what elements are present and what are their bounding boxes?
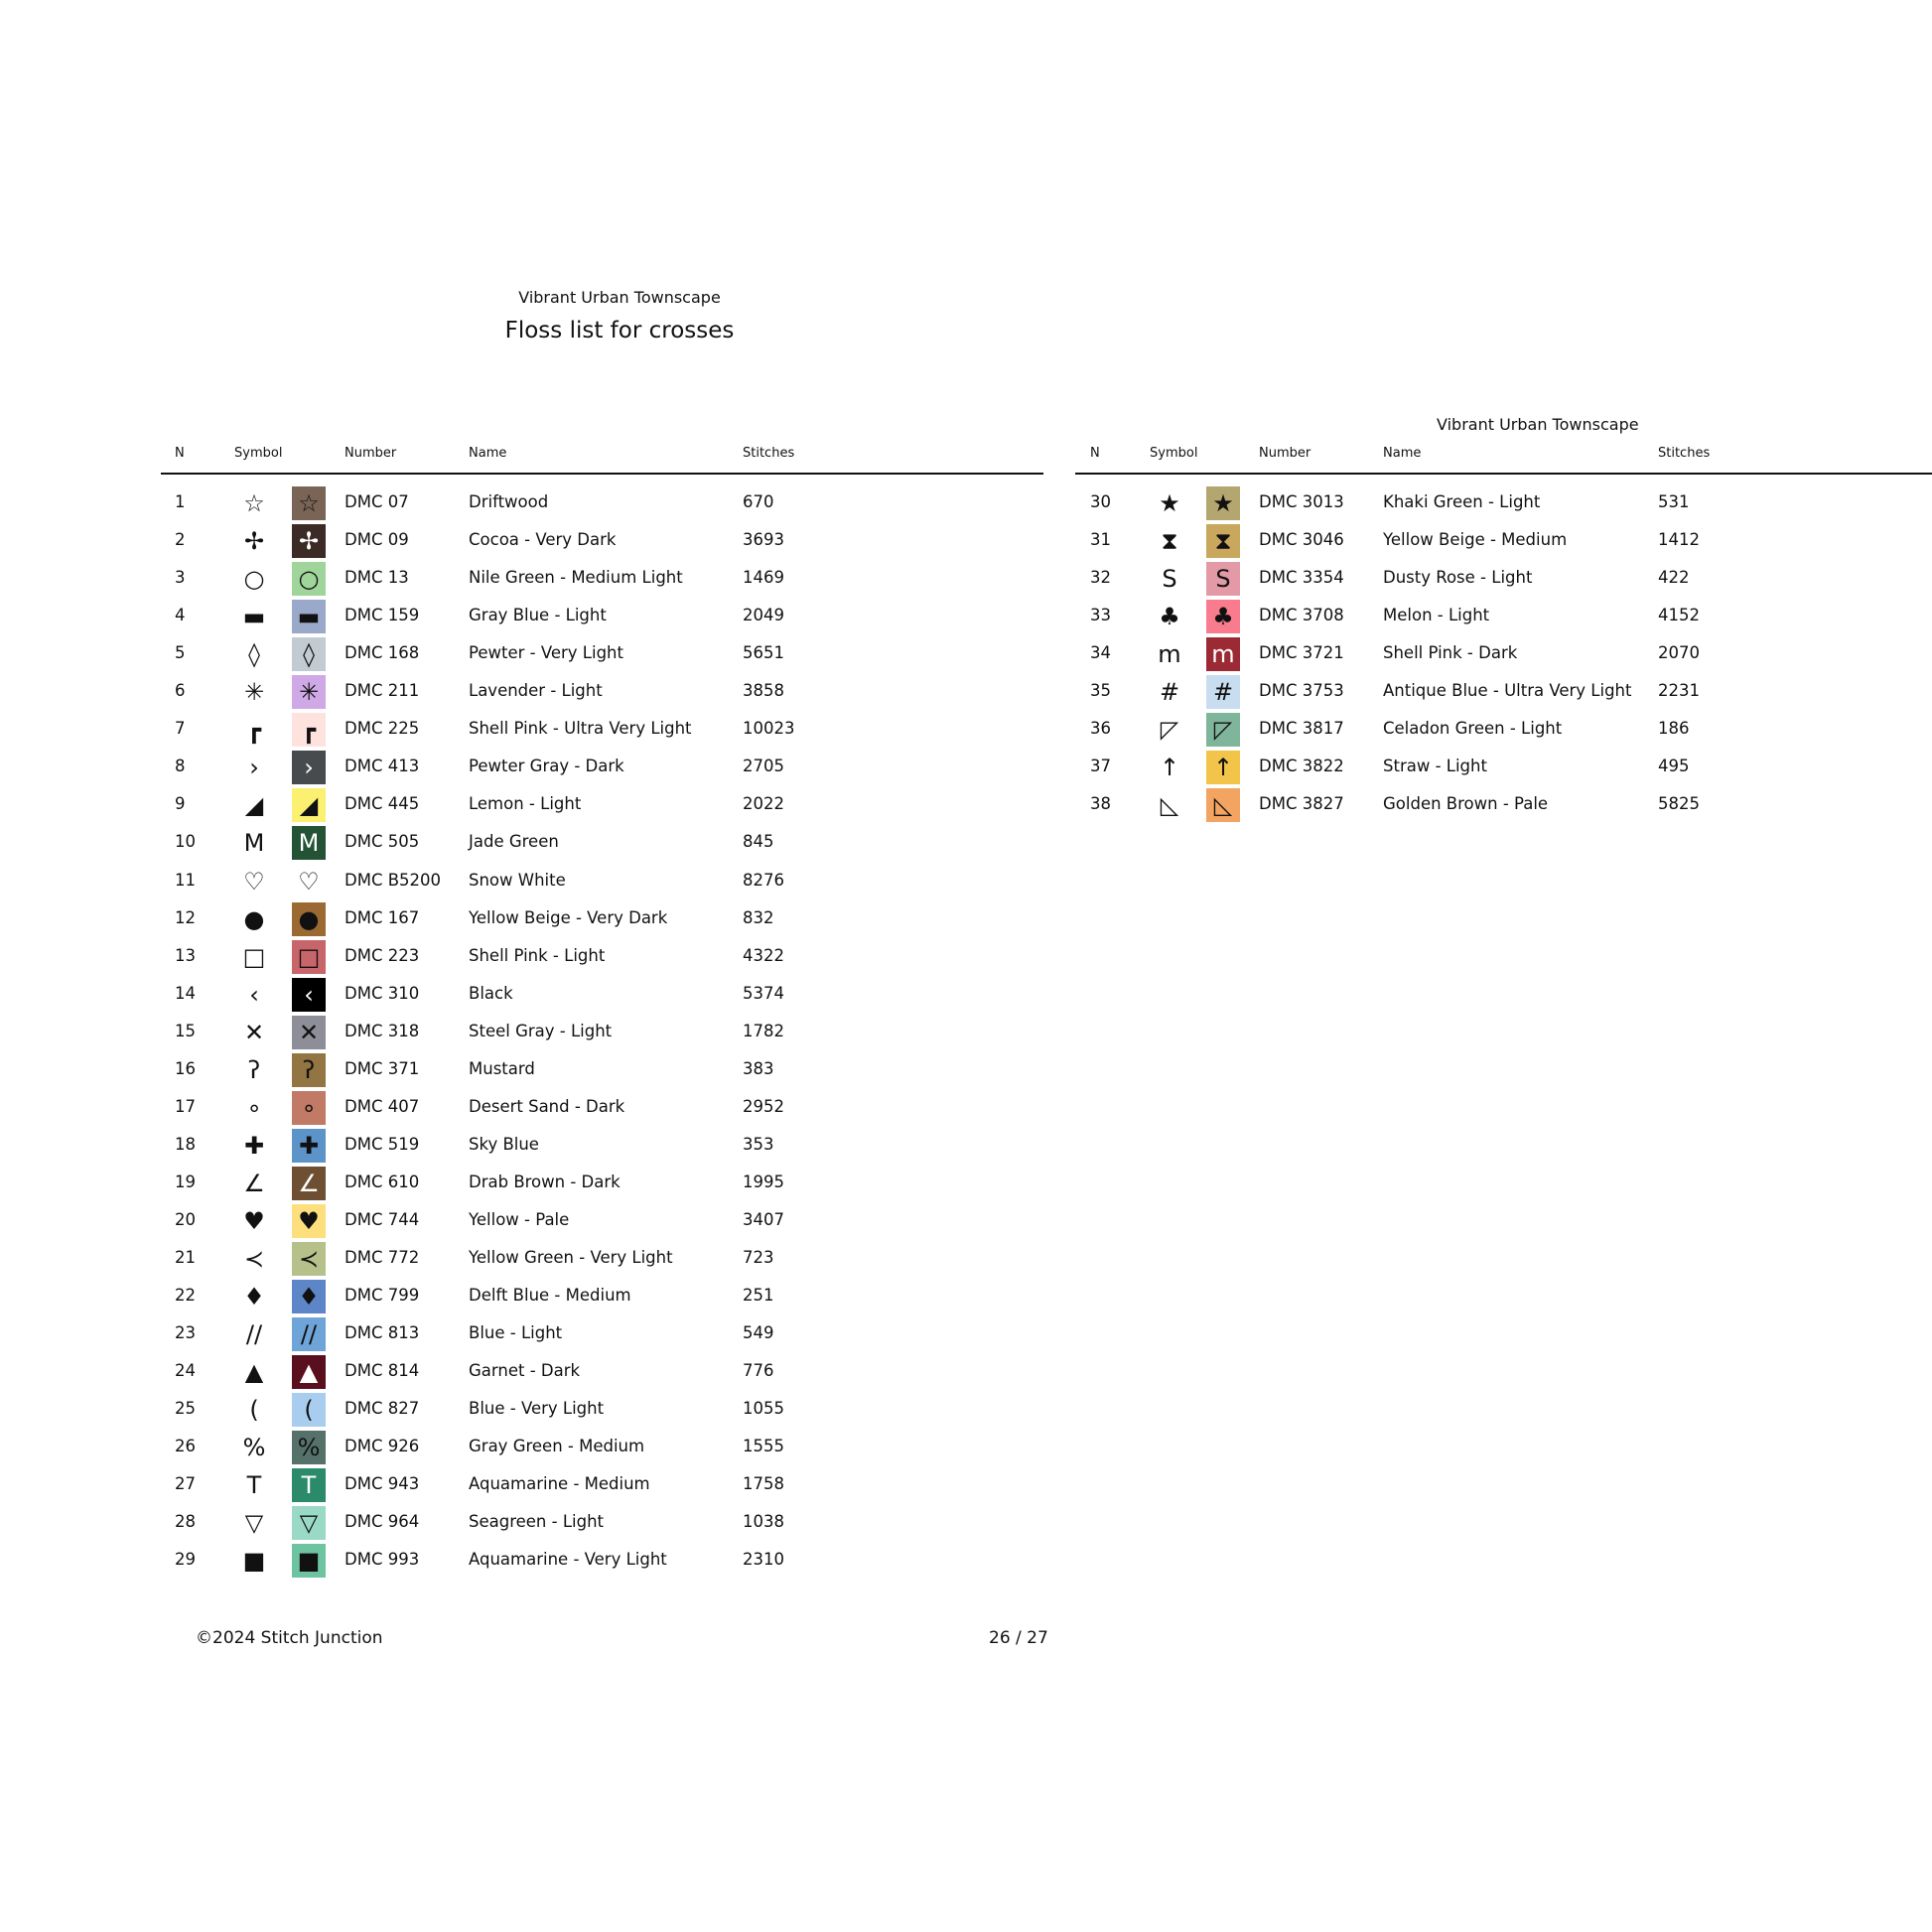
row-number: 37	[1090, 757, 1111, 775]
row-number: 6	[175, 681, 186, 700]
stitch-count: 5825	[1658, 794, 1700, 813]
symbol-icon: ◊	[248, 640, 260, 668]
row-number: 9	[175, 794, 186, 813]
floss-name: Blue - Very Light	[469, 1399, 605, 1418]
floss-name: Nile Green - Medium Light	[469, 568, 683, 587]
floss-number: DMC 3013	[1259, 492, 1344, 511]
floss-name: Pewter - Very Light	[469, 643, 623, 662]
row-number: 19	[175, 1173, 196, 1191]
symbol-icon: ☆	[243, 489, 265, 517]
row-number: 15	[175, 1022, 196, 1040]
page-title: Floss list for crosses	[504, 318, 735, 344]
floss-number: DMC 505	[345, 832, 420, 851]
floss-number: DMC 318	[345, 1022, 420, 1040]
symbol-icon: ┏	[246, 716, 262, 744]
stitch-count: 422	[1658, 568, 1690, 587]
row-number: 8	[175, 757, 186, 775]
row-number: 28	[175, 1512, 196, 1531]
right-table-project-title: Vibrant Urban Townscape	[1437, 415, 1639, 434]
floss-name: Shell Pink - Dark	[1383, 643, 1518, 662]
stitch-count: 353	[743, 1135, 774, 1154]
row-number: 38	[1090, 794, 1111, 813]
page-number: 26 / 27	[989, 1628, 1048, 1648]
symbol-icon: (	[249, 1396, 259, 1424]
color-swatch: ▲	[292, 1355, 326, 1389]
floss-name: Aquamarine - Medium	[469, 1474, 650, 1493]
floss-number: DMC 610	[345, 1173, 420, 1191]
color-swatch: ♣	[1206, 600, 1240, 633]
row-number: 1	[175, 492, 186, 511]
symbol-icon: ◸	[1160, 716, 1179, 744]
symbol-icon: □	[242, 943, 266, 971]
floss-name: Garnet - Dark	[469, 1361, 581, 1380]
color-swatch: ♥	[292, 1204, 326, 1238]
symbol-icon: ▽	[244, 1509, 264, 1537]
color-swatch: ∠	[292, 1167, 326, 1200]
color-swatch: //	[292, 1317, 326, 1351]
symbol-icon: T	[246, 1471, 262, 1499]
floss-name: Antique Blue - Ultra Very Light	[1383, 681, 1632, 700]
color-swatch: ┏	[292, 713, 326, 747]
color-swatch: ◸	[1206, 713, 1240, 747]
stitch-count: 1469	[743, 568, 784, 587]
color-swatch: ♦	[292, 1280, 326, 1313]
floss-name: Steel Gray - Light	[469, 1022, 613, 1040]
col-header-n: N	[175, 446, 185, 461]
floss-number: DMC B5200	[345, 871, 442, 890]
floss-name: Lavender - Light	[469, 681, 603, 700]
color-swatch: ≺	[292, 1242, 326, 1276]
col-header-symbol: Symbol	[1150, 446, 1198, 461]
stitch-count: 1995	[743, 1173, 784, 1191]
floss-name: Shell Pink - Ultra Very Light	[469, 719, 692, 738]
color-swatch: ■	[292, 1544, 326, 1578]
floss-name: Gray Green - Medium	[469, 1437, 645, 1455]
symbol-icon: ✢	[243, 527, 265, 555]
floss-number: DMC 445	[345, 794, 420, 813]
col-header-symbol: Symbol	[234, 446, 283, 461]
row-number: 30	[1090, 492, 1111, 511]
row-number: 12	[175, 908, 196, 927]
symbol-icon: ✚	[243, 1132, 265, 1160]
stitch-count: 1782	[743, 1022, 784, 1040]
color-swatch: ✚	[292, 1129, 326, 1163]
color-swatch: ∘	[292, 1091, 326, 1125]
symbol-icon: ∘	[246, 1094, 262, 1122]
color-swatch: ◊	[292, 637, 326, 671]
symbol-icon: #	[1159, 678, 1180, 706]
row-number: 10	[175, 832, 196, 851]
color-swatch: ◺	[1206, 788, 1240, 822]
floss-name: Celadon Green - Light	[1383, 719, 1563, 738]
color-swatch: T	[292, 1468, 326, 1502]
floss-number: DMC 310	[345, 984, 420, 1003]
symbol-icon: ‹	[249, 981, 259, 1009]
row-number: 26	[175, 1437, 196, 1455]
floss-number: DMC 223	[345, 946, 420, 965]
color-swatch: #	[1206, 675, 1240, 709]
floss-name: Desert Sand - Dark	[469, 1097, 625, 1116]
floss-name: Mustard	[469, 1059, 535, 1078]
floss-name: Straw - Light	[1383, 757, 1487, 775]
symbol-icon: ▲	[244, 1358, 264, 1386]
stitch-count: 4322	[743, 946, 784, 965]
color-swatch: ☆	[292, 486, 326, 520]
row-number: 13	[175, 946, 196, 965]
symbol-icon: ◺	[1160, 791, 1179, 819]
row-number: 21	[175, 1248, 196, 1267]
col-header-number: Number	[345, 446, 397, 461]
symbol-icon: %	[242, 1434, 266, 1461]
floss-name: Lemon - Light	[469, 794, 582, 813]
stitch-count: 1038	[743, 1512, 784, 1531]
symbol-icon: ■	[242, 1547, 266, 1575]
stitch-count: 2022	[743, 794, 784, 813]
symbol-icon: ●	[243, 905, 265, 933]
row-number: 2	[175, 530, 186, 549]
stitch-count: 1555	[743, 1437, 784, 1455]
stitch-count: 5651	[743, 643, 784, 662]
floss-number: DMC 211	[345, 681, 420, 700]
stitch-count: 1055	[743, 1399, 784, 1418]
header-rule	[161, 473, 1043, 475]
row-number: 33	[1090, 606, 1111, 624]
symbol-icon: m	[1158, 640, 1181, 668]
symbol-icon: ∠	[243, 1170, 265, 1197]
color-swatch: ✳	[292, 675, 326, 709]
stitch-count: 8276	[743, 871, 784, 890]
row-number: 22	[175, 1286, 196, 1305]
floss-name: Seagreen - Light	[469, 1512, 605, 1531]
color-swatch: ✢	[292, 524, 326, 558]
stitch-count: 723	[743, 1248, 774, 1267]
floss-number: DMC 225	[345, 719, 420, 738]
symbol-icon: ♦	[243, 1283, 265, 1311]
row-number: 24	[175, 1361, 196, 1380]
stitch-count: 2952	[743, 1097, 784, 1116]
stitch-count: 1412	[1658, 530, 1700, 549]
floss-name: Snow White	[469, 871, 566, 890]
color-swatch: ‹	[292, 978, 326, 1012]
stitch-count: 495	[1658, 757, 1690, 775]
header-rule	[1075, 473, 1932, 475]
project-title: Vibrant Urban Townscape	[518, 288, 721, 307]
stitch-count: 549	[743, 1323, 774, 1342]
stitch-count: 776	[743, 1361, 774, 1380]
stitch-count: 3693	[743, 530, 784, 549]
floss-name: Yellow Green - Very Light	[469, 1248, 673, 1267]
floss-number: DMC 3354	[1259, 568, 1344, 587]
floss-name: Aquamarine - Very Light	[469, 1550, 667, 1569]
color-swatch: ›	[292, 751, 326, 784]
color-swatch: ●	[292, 902, 326, 936]
floss-number: DMC 167	[345, 908, 420, 927]
floss-number: DMC 943	[345, 1474, 420, 1493]
color-swatch: (	[292, 1393, 326, 1427]
stitch-count: 2049	[743, 606, 784, 624]
floss-number: DMC 07	[345, 492, 409, 511]
floss-name: Khaki Green - Light	[1383, 492, 1541, 511]
stitch-count: 1758	[743, 1474, 784, 1493]
floss-number: DMC 799	[345, 1286, 420, 1305]
stitch-count: 832	[743, 908, 774, 927]
stitch-count: 186	[1658, 719, 1690, 738]
color-swatch: m	[1206, 637, 1240, 671]
row-number: 18	[175, 1135, 196, 1154]
floss-number: DMC 413	[345, 757, 420, 775]
row-number: 17	[175, 1097, 196, 1116]
floss-name: Melon - Light	[1383, 606, 1490, 624]
stitch-count: 251	[743, 1286, 774, 1305]
floss-name: Pewter Gray - Dark	[469, 757, 624, 775]
col-header-name: Name	[1383, 446, 1422, 461]
symbol-icon: M	[243, 829, 265, 857]
col-header-number: Number	[1259, 446, 1311, 461]
symbol-icon: ♡	[243, 868, 265, 896]
col-header-stitches: Stitches	[743, 446, 795, 461]
row-number: 14	[175, 984, 196, 1003]
color-swatch: ♡	[292, 865, 326, 898]
floss-number: DMC 13	[345, 568, 409, 587]
color-swatch: ○	[292, 562, 326, 596]
symbol-icon: ≺	[243, 1245, 265, 1273]
row-number: 27	[175, 1474, 196, 1493]
symbol-icon: ↑	[1159, 754, 1180, 781]
stitch-count: 2231	[1658, 681, 1700, 700]
symbol-icon: ʔ	[247, 1056, 261, 1084]
col-header-n: N	[1090, 446, 1100, 461]
symbol-icon: ✳	[243, 678, 265, 706]
stitch-count: 383	[743, 1059, 774, 1078]
floss-number: DMC 744	[345, 1210, 420, 1229]
symbol-icon: ♣	[1159, 603, 1180, 630]
floss-number: DMC 772	[345, 1248, 420, 1267]
floss-number: DMC 814	[345, 1361, 420, 1380]
row-number: 25	[175, 1399, 196, 1418]
stitch-count: 670	[743, 492, 774, 511]
row-number: 5	[175, 643, 186, 662]
floss-name: Shell Pink - Light	[469, 946, 606, 965]
symbol-icon: ◢	[244, 791, 264, 819]
floss-number: DMC 3046	[1259, 530, 1344, 549]
color-swatch: ★	[1206, 486, 1240, 520]
color-swatch: ↑	[1206, 751, 1240, 784]
symbol-icon: ✕	[243, 1019, 265, 1046]
floss-number: DMC 371	[345, 1059, 420, 1078]
color-swatch: ◢	[292, 788, 326, 822]
color-swatch: S	[1206, 562, 1240, 596]
stitch-count: 3407	[743, 1210, 784, 1229]
stitch-count: 2070	[1658, 643, 1700, 662]
symbol-icon: //	[245, 1320, 263, 1348]
floss-number: DMC 964	[345, 1512, 420, 1531]
floss-name: Cocoa - Very Dark	[469, 530, 617, 549]
floss-name: Yellow - Pale	[469, 1210, 570, 1229]
symbol-icon: ›	[249, 754, 259, 781]
floss-number: DMC 827	[345, 1399, 420, 1418]
floss-number: DMC 993	[345, 1550, 420, 1569]
floss-number: DMC 3822	[1259, 757, 1344, 775]
row-number: 11	[175, 871, 196, 890]
floss-name: Black	[469, 984, 513, 1003]
row-number: 16	[175, 1059, 196, 1078]
symbol-icon: ★	[1159, 489, 1180, 517]
row-number: 35	[1090, 681, 1111, 700]
floss-name: Driftwood	[469, 492, 549, 511]
stitch-count: 2705	[743, 757, 784, 775]
floss-number: DMC 3827	[1259, 794, 1344, 813]
color-swatch: ⧗	[1206, 524, 1240, 558]
floss-name: Drab Brown - Dark	[469, 1173, 621, 1191]
row-number: 36	[1090, 719, 1111, 738]
color-swatch: ✕	[292, 1016, 326, 1049]
floss-name: Blue - Light	[469, 1323, 563, 1342]
color-swatch: M	[292, 826, 326, 860]
row-number: 31	[1090, 530, 1111, 549]
floss-name: Jade Green	[469, 832, 559, 851]
floss-number: DMC 09	[345, 530, 409, 549]
row-number: 3	[175, 568, 186, 587]
floss-number: DMC 3753	[1259, 681, 1344, 700]
symbol-icon: ▬	[242, 603, 266, 630]
symbol-icon: ♥	[243, 1207, 265, 1235]
row-number: 29	[175, 1550, 196, 1569]
row-number: 32	[1090, 568, 1111, 587]
col-header-stitches: Stitches	[1658, 446, 1711, 461]
row-number: 20	[175, 1210, 196, 1229]
floss-number: DMC 3708	[1259, 606, 1344, 624]
stitch-count: 5374	[743, 984, 784, 1003]
floss-name: Gray Blue - Light	[469, 606, 607, 624]
footer-copyright: ©2024 Stitch Junction	[196, 1628, 383, 1648]
color-swatch: ▬	[292, 600, 326, 633]
floss-number: DMC 519	[345, 1135, 420, 1154]
color-swatch: %	[292, 1431, 326, 1464]
row-number: 7	[175, 719, 186, 738]
stitch-count: 2310	[743, 1550, 784, 1569]
floss-number: DMC 168	[345, 643, 420, 662]
floss-number: DMC 3721	[1259, 643, 1344, 662]
floss-name: Yellow Beige - Medium	[1383, 530, 1568, 549]
color-swatch: ▽	[292, 1506, 326, 1540]
row-number: 4	[175, 606, 186, 624]
stitch-count: 845	[743, 832, 774, 851]
floss-name: Delft Blue - Medium	[469, 1286, 631, 1305]
floss-name: Sky Blue	[469, 1135, 539, 1154]
symbol-icon: S	[1162, 565, 1177, 593]
color-swatch: □	[292, 940, 326, 974]
stitch-count: 3858	[743, 681, 784, 700]
symbol-icon: ○	[243, 565, 265, 593]
floss-number: DMC 407	[345, 1097, 420, 1116]
floss-name: Yellow Beige - Very Dark	[469, 908, 668, 927]
row-number: 34	[1090, 643, 1111, 662]
floss-number: DMC 926	[345, 1437, 420, 1455]
floss-name: Golden Brown - Pale	[1383, 794, 1549, 813]
stitch-count: 4152	[1658, 606, 1700, 624]
color-swatch: ʔ	[292, 1053, 326, 1087]
col-header-name: Name	[469, 446, 507, 461]
stitch-count: 10023	[743, 719, 795, 738]
symbol-icon: ⧗	[1161, 527, 1178, 555]
floss-number: DMC 813	[345, 1323, 420, 1342]
floss-number: DMC 159	[345, 606, 420, 624]
floss-name: Dusty Rose - Light	[1383, 568, 1533, 587]
row-number: 23	[175, 1323, 196, 1342]
floss-number: DMC 3817	[1259, 719, 1344, 738]
stitch-count: 531	[1658, 492, 1690, 511]
